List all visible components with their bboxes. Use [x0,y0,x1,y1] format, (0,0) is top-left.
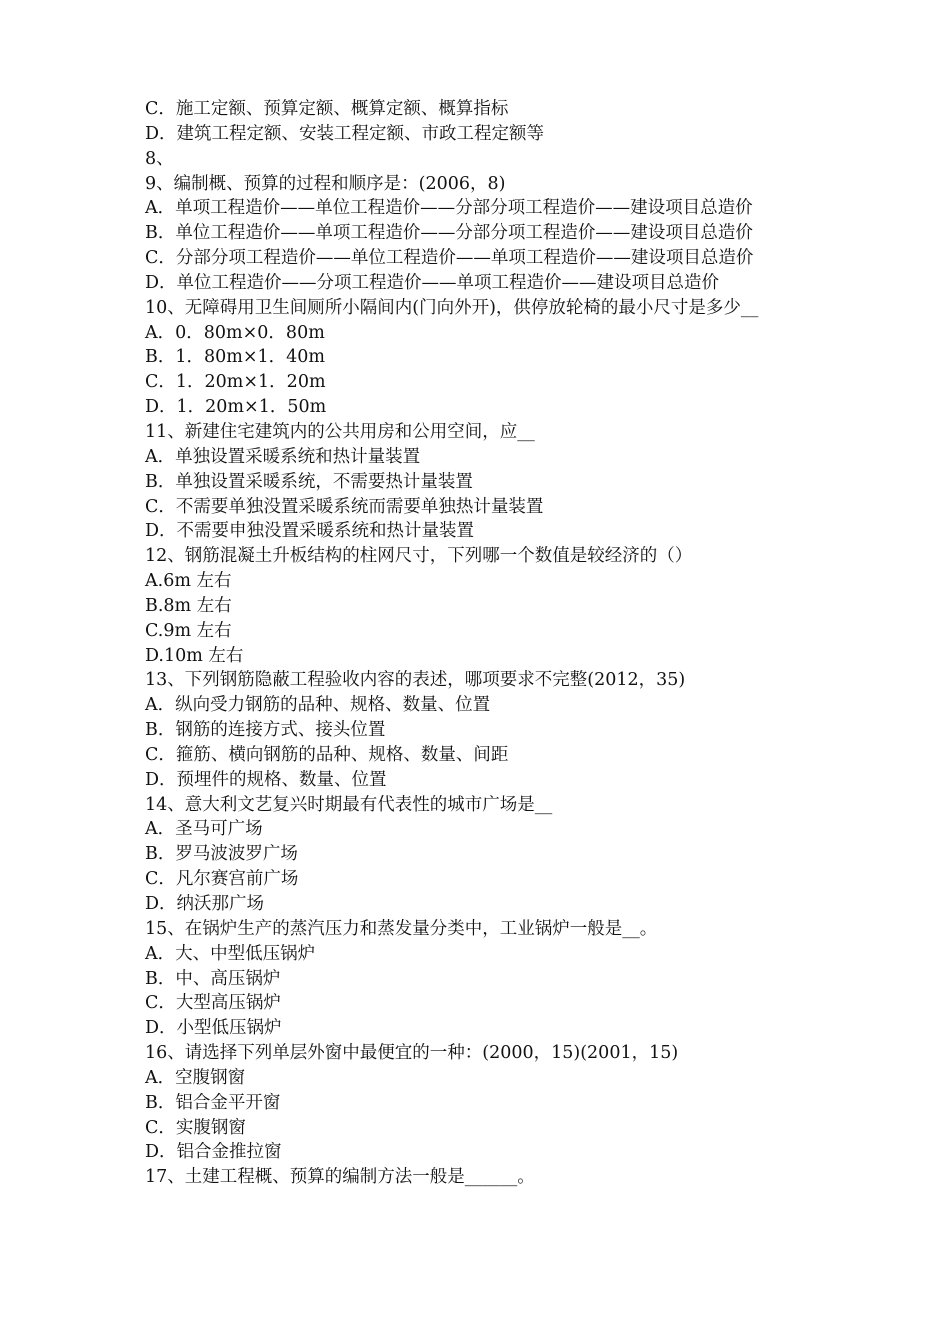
option-line: B.8m 左右 [145,595,232,616]
question-line: 16、请选择下列单层外窗中最便宜的一种：(2000，15)(2001，15) [145,1043,679,1064]
option-line: C．凡尔赛宫前广场 [145,869,299,890]
option-line: A．圣马可广场 [145,819,263,840]
option-line: C.9m 左右 [145,620,232,641]
option-line: D．铝合金推拉窗 [145,1142,282,1163]
option-line: A．纵向受力钢筋的品种、规格、数量、位置 [145,695,491,716]
document-page [145,97,825,1190]
option-line: C．箍筋、横向钢筋的品种、规格、数量、间距 [145,744,509,765]
option-line: B．1．80m×1．40m [145,347,326,368]
option-line: C．分部分项工程造价——单位工程造价——单项工程造价——建设项目总造价 [145,248,754,269]
option-line: B．单位工程造价——单项工程造价——分部分项工程造价——建设项目总造价 [145,223,753,244]
option-line: B．单独设置采暖系统，不需要热计量装置 [145,471,473,492]
question-line: 8、 [145,148,174,169]
question-line: 17、土建工程概、预算的编制方法一般是______。 [145,1167,535,1188]
option-line: B．中、高压锅炉 [145,968,281,989]
option-line: A．单项工程造价——单位工程造价——分部分项工程造价——建设项目总造价 [145,198,753,219]
question-line: 12、钢筋混凝土升板结构的柱网尺寸，下列哪一个数值是较经济的（） [145,546,693,567]
option-line: D．建筑工程定额、安装工程定额、市政工程定额等 [145,123,545,144]
option-line: B．钢筋的连接方式、接头位置 [145,720,386,741]
option-line: A．单独设置采暖系统和热计量装置 [145,446,421,467]
option-line: D．纳沃那广场 [145,894,265,914]
question-line: 13、下列钢筋隐蔽工程验收内容的表述，哪项要求不完整(2012，35) [145,670,686,691]
option-line: C．施工定额、预算定额、概算定额、概算指标 [145,99,509,119]
question-line: 14、意大利文艺复兴时期最有代表性的城市广场是__ [145,794,553,815]
option-line: A．大、中型低压锅炉 [145,943,316,964]
option-line: D．单位工程造价——分项工程造价——单项工程造价——建设项目总造价 [145,272,720,293]
option-line: A．0．80m×0．80m [145,322,325,343]
question-line: 10、无障碍用卫生间厕所小隔间内(门向外开)，供停放轮椅的最小尺寸是多少__ [145,297,759,318]
option-line: C．1．20m×1．20m [145,372,326,393]
option-line: A.6m 左右 [145,571,232,592]
option-line: D．不需要申独没置采暖系统和热计量装置 [145,521,475,542]
option-line: D．小型低压锅炉 [145,1018,282,1039]
question-line: 9、编制概、预算的过程和顺序是：(2006，8) [145,173,506,194]
option-line: D.10m 左右 [145,645,244,666]
option-line: D．1．20m×1．50m [145,397,327,418]
option-line: B．铝合金平开窗 [145,1092,281,1113]
option-line: C．实腹钢窗 [145,1117,246,1138]
question-line: 15、在锅炉生产的蒸汽压力和蒸发量分类中，工业锅炉一般是__。 [145,918,658,939]
option-line: D．预埋件的规格、数量、位置 [145,769,387,790]
option-line: B．罗马波波罗广场 [145,844,298,865]
question-line: 11、新建住宅建筑内的公共用房和公用空间，应__ [145,421,535,442]
option-line: C．大型高压锅炉 [145,993,281,1014]
option-line: C．不需要单独没置采暖系统而需要单独热计量装置 [145,496,544,517]
option-line: A．空腹钢窗 [145,1067,246,1088]
